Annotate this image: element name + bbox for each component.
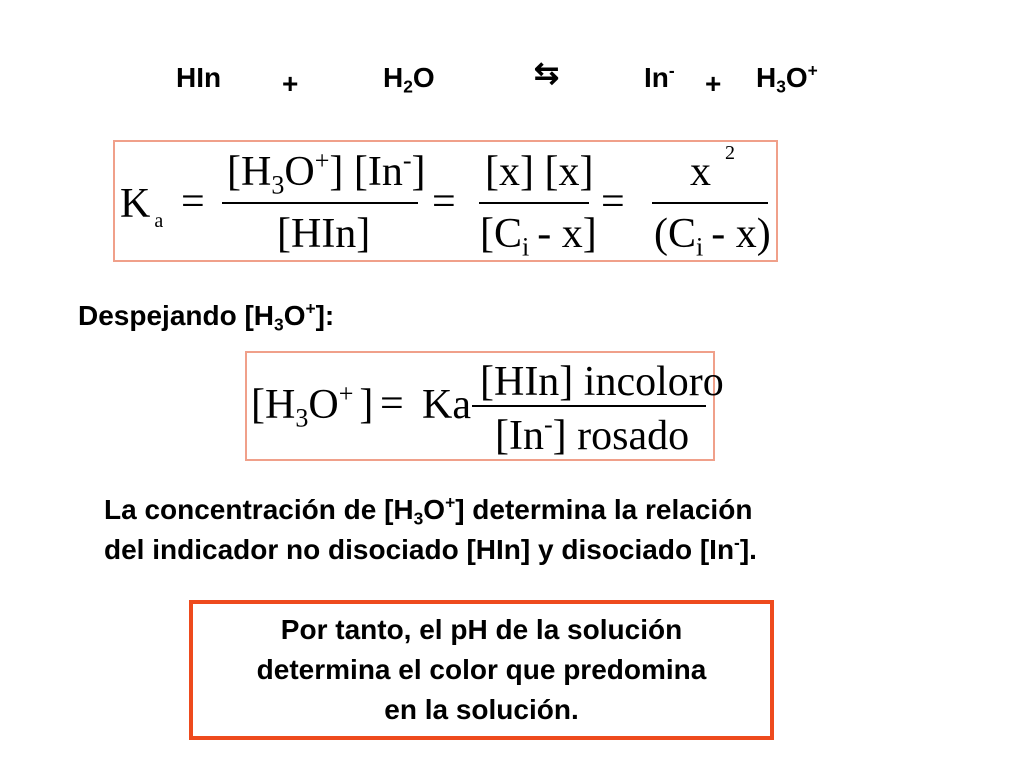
explanation-paragraph: [104, 490, 757, 570]
solving-heading: Despejando $[H_3O^+]$:: [78, 298, 335, 335]
equals-sign-3: =: [601, 179, 625, 225]
reactant-hin: HIn: [176, 62, 222, 93]
ka-numerator: $[H_3O^+]$ [In-]: [227, 145, 426, 200]
ka-denominator: [HIn]: [277, 211, 371, 257]
hydronium-lhs: [$H_3O^+$ ]: [251, 378, 374, 433]
ka-symbol: K $_a$: [120, 181, 164, 232]
fraction-bar-3: [652, 202, 768, 204]
x-numerator: [x] [x]: [485, 149, 594, 195]
fraction-bar-2: [479, 202, 589, 204]
equals-sign-2: =: [432, 179, 456, 225]
hin-incoloro: [HIn] incoloro: [480, 359, 724, 405]
x-squared: x $^2$: [690, 142, 735, 195]
reactant-water: $H_2O$: [383, 62, 435, 97]
conclusion-line-2: determina el color que predomina: [256, 654, 707, 685]
conclusion-box: [189, 600, 774, 740]
explanation-line-2: del indicador no disociado [HIn] y disociado [In-].: [104, 532, 757, 565]
ka-constant: Ka: [422, 382, 471, 428]
in-rosado: [In-] rosado: [495, 409, 690, 459]
fraction-bar-4: [472, 405, 706, 407]
conclusion-line-1: Por tanto, el pH de la solución: [280, 614, 683, 645]
equals-sign-1: =: [181, 179, 205, 225]
conclusion-line-3: en la solución.: [384, 694, 579, 725]
equilibrium-arrow-icon: ⇆: [534, 57, 560, 90]
conclusion-text: [193, 610, 770, 730]
product-hydronium: $H_3O^+$: [756, 60, 818, 97]
equals-sign-4: =: [380, 381, 404, 427]
explanation-line-1: La concentración de $[H_3O^+]$ determina la relación: [104, 492, 753, 529]
product-indicator-ion: In-: [644, 60, 675, 93]
plus-sign: +: [282, 68, 299, 99]
fraction-bar-1: [222, 202, 418, 204]
plus-sign-2: +: [705, 68, 722, 99]
x-denominator: $[C_i - x]$: [480, 211, 597, 262]
ci-minus-x: $(C_i - x)$: [654, 211, 771, 262]
